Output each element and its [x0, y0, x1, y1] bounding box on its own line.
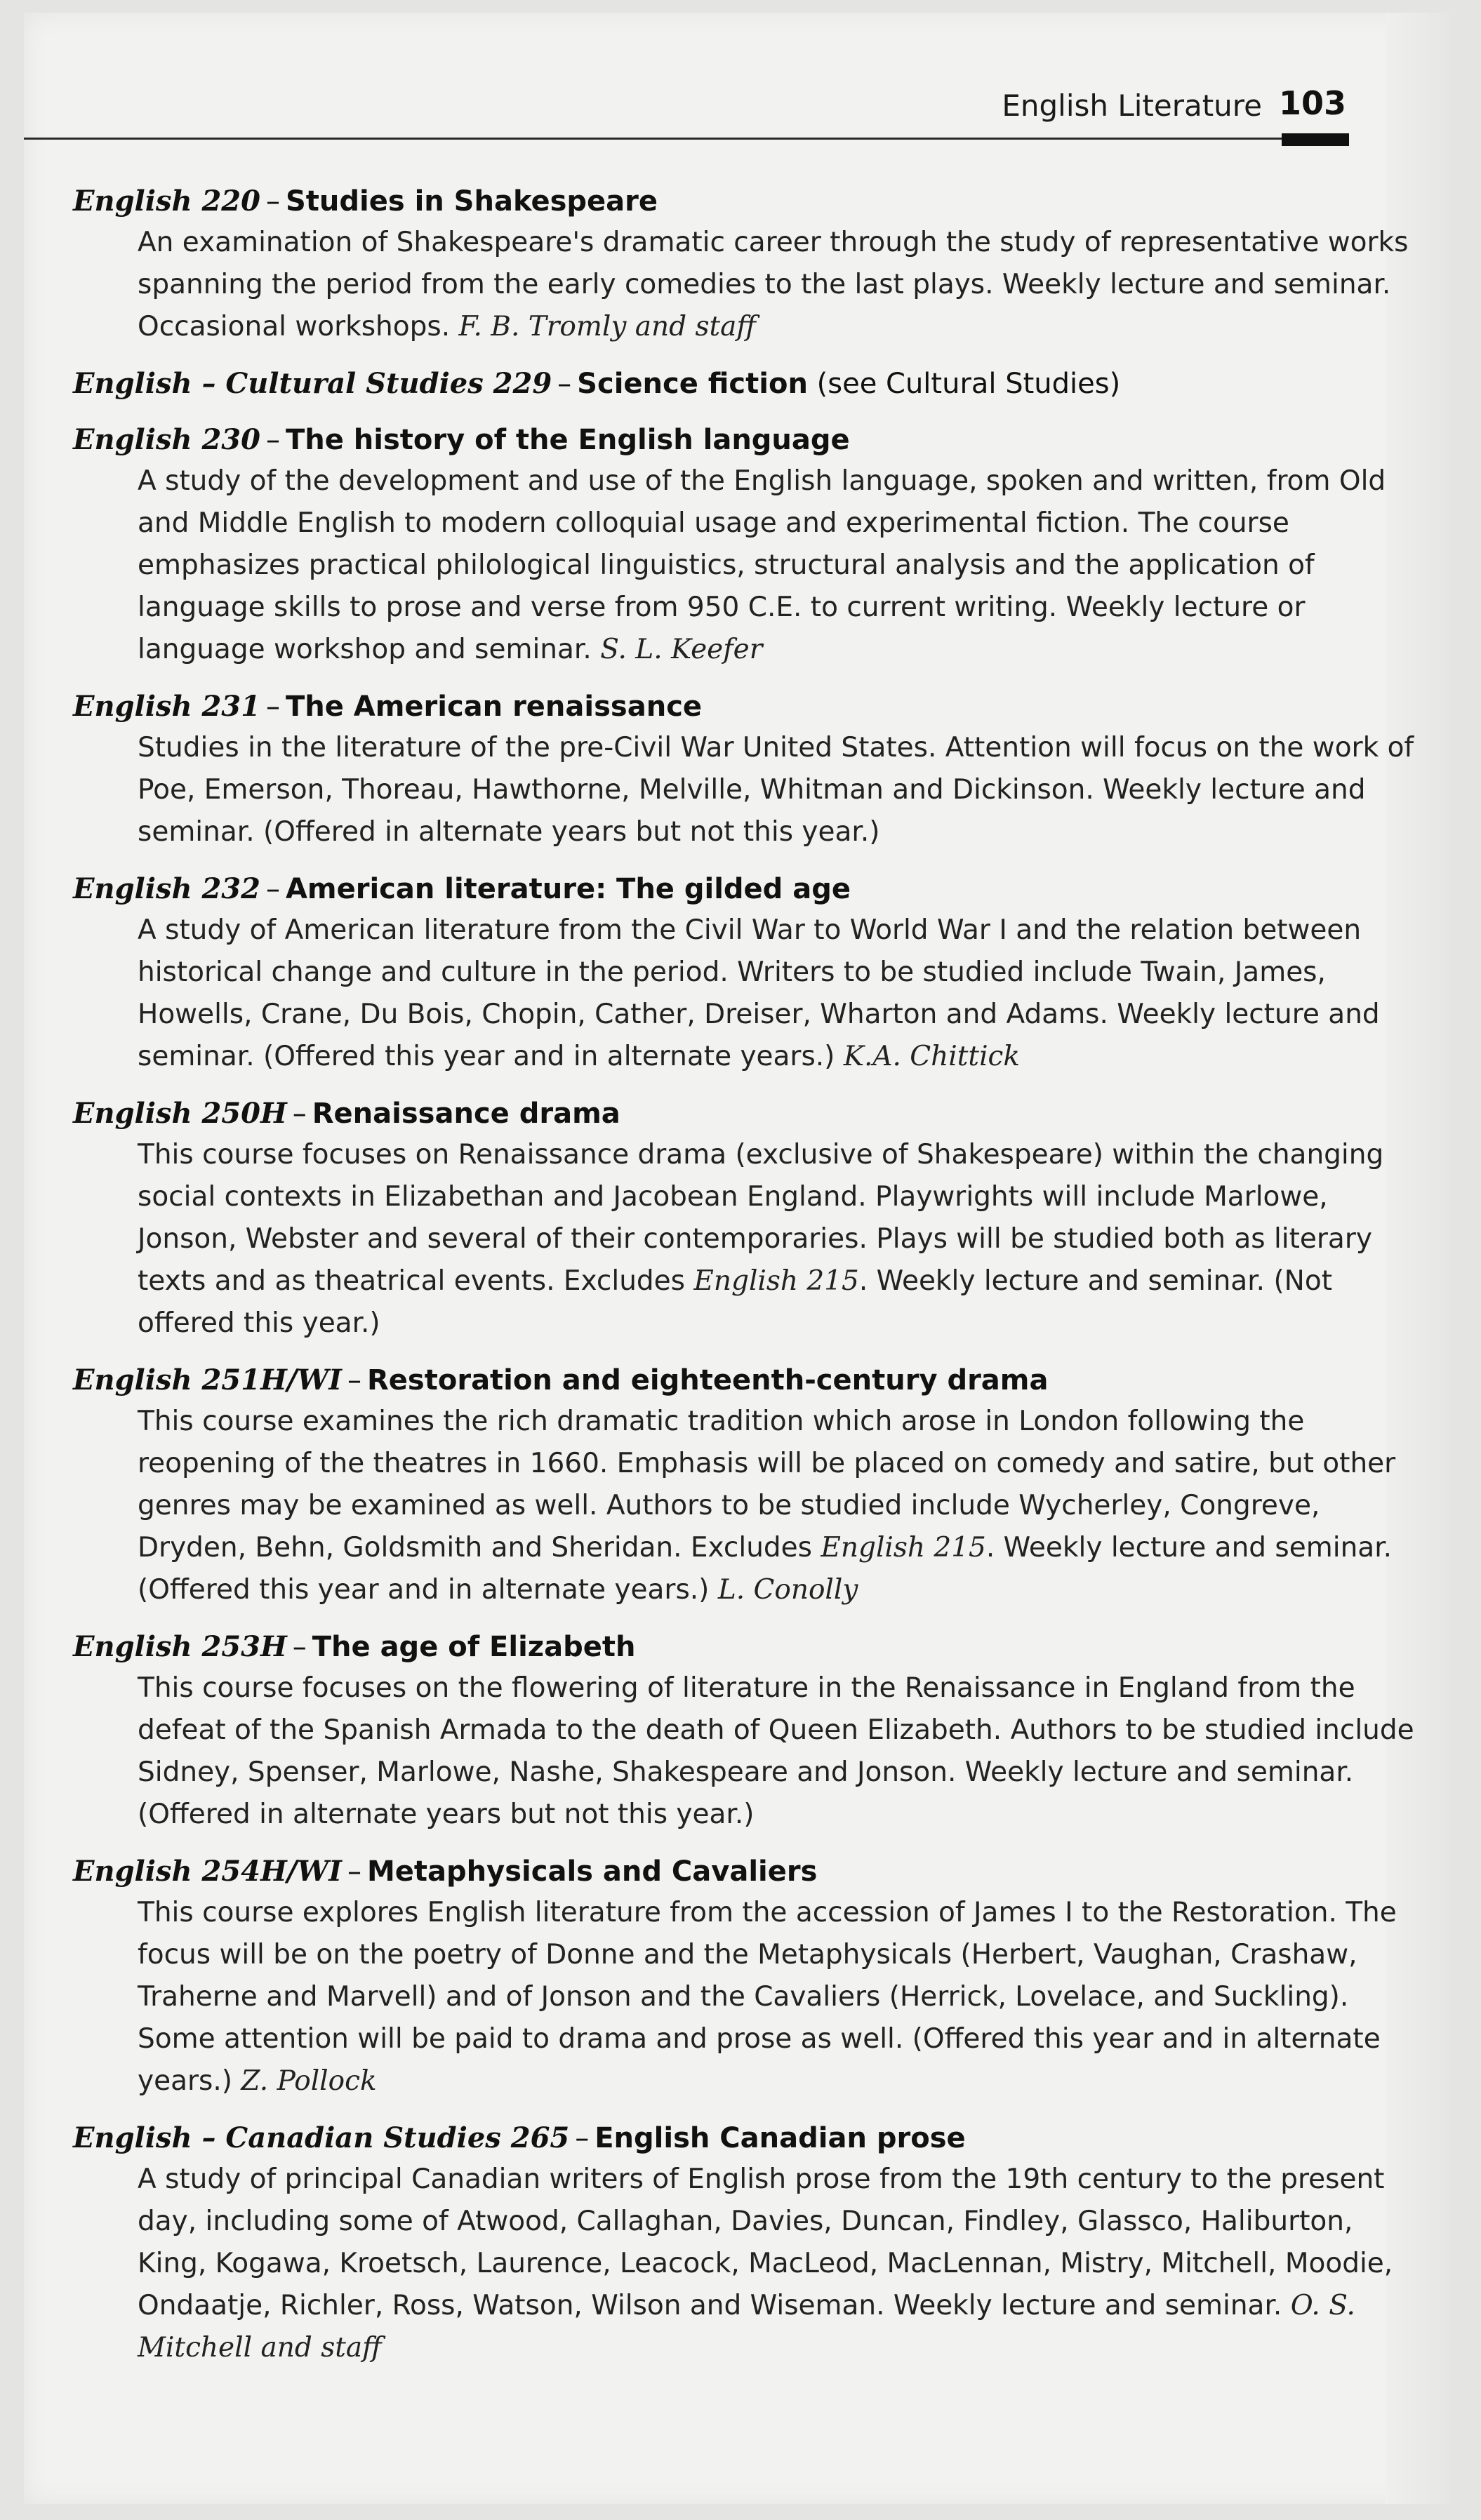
course-description-block — [138, 1134, 1421, 1345]
course-entry — [73, 2118, 1421, 2369]
course-code: English 232 — [73, 872, 260, 905]
course-title: The age of Elizabeth — [312, 1631, 636, 1663]
course-heading: English 232 – American literature: The gilded age — [73, 872, 851, 905]
course-list — [73, 181, 1421, 2385]
course-heading: English 250H – Renaissance drama — [73, 1097, 620, 1130]
course-entry — [73, 420, 1421, 671]
course-title: American literature: The gilded age — [285, 873, 851, 905]
course-description-block — [138, 2159, 1421, 2369]
course-description-block — [138, 1892, 1421, 2102]
course-entry — [73, 869, 1421, 1078]
page-header — [24, 13, 1449, 153]
course-title: Studies in Shakespeare — [285, 185, 658, 218]
course-title: Science fiction — [577, 368, 808, 400]
course-description: This course explores English literature from the accession of James I to the Restoration. The focus will be on the poetry of Donne and the Metaphysicals (Herbert, Vaughan, Crashaw, Traherne and Marvell) and of Jonson and the Cavaliers (Herrick, Lovelace, and Suckling). Some attention will be paid to drama and prose as well. (Offered this year and in alternate years.) — [138, 1897, 1397, 2097]
course-entry — [73, 181, 1421, 348]
course-heading: English 231 – The American renaissance — [73, 690, 703, 723]
course-description-block — [138, 909, 1421, 1078]
course-code: English 251H/WI — [73, 1364, 342, 1396]
course-code: English 254H/WI — [73, 1855, 342, 1888]
course-description-block — [138, 1667, 1421, 1836]
course-title: Restoration and eighteenth-century drama — [367, 1364, 1049, 1396]
course-title: English Canadian prose — [595, 2122, 966, 2154]
course-code: English – Canadian Studies 265 — [73, 2121, 570, 2154]
course-description: This course examines the rich dramatic tradition which arose in London following the reopening of the theatres in 1660. Emphasis will be placed on comedy and satire, but other genres may be examined as well. Authors to be studied include Wycherley, Congreve, Dryden, Behn, Goldsmith and Sheridan. Excludes — [138, 1406, 1396, 1564]
course-description: This course focuses on Renaissance drama (exclusive of Shakespeare) within the changing social contexts in Elizabethan and Jacobean England. Playwrights will include Marlowe, Jonson, Webster and several of their contemporaries. Plays will be studied both as literary texts and as theatrical events. Excludes — [138, 1139, 1384, 1297]
excluded-course: English 215 — [821, 1532, 986, 1564]
course-description-tail: . Weekly lecture and seminar. (Not offered this year.) — [138, 1265, 1332, 1339]
course-title: Metaphysicals and Cavaliers — [367, 1855, 818, 1888]
course-code: English – Cultural Studies 229 — [73, 367, 552, 400]
course-instructor: F. B. Tromly and staff — [458, 311, 757, 342]
course-code: English 231 — [73, 690, 260, 723]
course-description-tail: . Weekly lecture and seminar. (Offered this year and in alternate years.) — [138, 1532, 1393, 1606]
course-heading: English – Cultural Studies 229 – Science fiction (see Cultural Studies) — [73, 367, 1121, 400]
course-title: The history of the English language — [285, 424, 850, 456]
course-description: An examination of Shakespeare's dramatic career through the study of representative works spanning the period from the early comedies to the last plays. Weekly lecture and seminar. Occasional workshops. — [138, 227, 1409, 342]
course-description: A study of American literature from the Civil War to World War I and the relation between historical change and culture in the period. Writers to be studied include Twain, James, Howells, Crane, Du Bois, Chopin, Cather, Dreiser, Wharton and Adams. Weekly lecture and seminar. (Offered this year and in alternate years.) — [138, 914, 1380, 1072]
course-description: A study of principal Canadian writers of English prose from the 19th century to the present day, including some of Atwood, Callaghan, Davies, Duncan, Findley, Glassco, Haliburton, King, Kogawa, Kroetsch, Laurence, Leacock, MacLeod, MacLennan, Mistry, Mitchell, Moodie, Ondaatje, Richler, Ross, Watson, Wilson and Wiseman. Weekly lecture and seminar. — [138, 2164, 1393, 2321]
course-instructor: S. L. Keefer — [600, 634, 763, 665]
course-heading: English 251H/WI – Restoration and eighteenth-century drama — [73, 1364, 1049, 1396]
course-entry — [73, 1627, 1421, 1836]
header-tab-marker — [1282, 133, 1349, 146]
course-description-block — [138, 727, 1421, 853]
course-code: English 250H — [73, 1097, 287, 1130]
course-description: This course focuses on the flowering of literature in the Renaissance in England from the defeat of the Spanish Armada to the death of Queen Elizabeth. Authors to be studied include Sidney, Spenser, Marlowe, Nashe, Shakespeare and Jonson. Weekly lecture and seminar. (Offered in alternate years but not this year.) — [138, 1672, 1414, 1830]
course-instructor: K.A. Chittick — [843, 1041, 1021, 1072]
course-entry — [73, 1360, 1421, 1611]
course-entry — [73, 1851, 1421, 2102]
course-code: English 220 — [73, 185, 260, 218]
header-rule — [24, 138, 1315, 140]
course-note: (see Cultural Studies) — [816, 368, 1121, 400]
course-entry — [73, 364, 1421, 404]
course-heading: English 230 – The history of the English language — [73, 423, 850, 456]
course-code: English 230 — [73, 423, 260, 456]
course-instructor: Z. Pollock — [241, 2065, 377, 2097]
course-title: The American renaissance — [285, 691, 703, 723]
course-heading: English 253H – The age of Elizabeth — [73, 1630, 636, 1663]
course-entry — [73, 1093, 1421, 1345]
catalog-page — [24, 13, 1449, 2504]
course-description: Studies in the literature of the pre-Civil War United States. Attention will focus on the work of Poe, Emerson, Thoreau, Hawthorne, Melville, Whitman and Dickinson. Weekly lecture and seminar. (Offered in alternate years but not this year.) — [138, 732, 1414, 848]
course-description-block — [138, 1401, 1421, 1611]
excluded-course: English 215 — [693, 1265, 859, 1297]
page-number: 103 — [1278, 84, 1346, 122]
course-instructor: L. Conolly — [717, 1574, 858, 1606]
course-description-block — [138, 460, 1421, 671]
course-heading: English 220 – Studies in Shakespeare — [73, 185, 658, 218]
course-description-block — [138, 222, 1421, 348]
course-description: A study of the development and use of the English language, spoken and written, from Old and Middle English to modern colloquial usage and experimental fiction. The course emphasizes practical philological linguistics, structural analysis and the application of language skills to prose and verse from 950 C.E. to current writing. Weekly lecture or language workshop and seminar. — [138, 465, 1386, 665]
course-title: Renaissance drama — [312, 1098, 620, 1130]
running-head: English Literature — [1002, 88, 1262, 123]
course-code: English 253H — [73, 1630, 287, 1663]
course-entry — [73, 686, 1421, 853]
course-instructor: O. S. Mitchell and staff — [138, 2290, 1355, 2364]
course-heading: English – Canadian Studies 265 – English Canadian prose — [73, 2121, 966, 2154]
course-heading: English 254H/WI – Metaphysicals and Cavaliers — [73, 1855, 818, 1888]
